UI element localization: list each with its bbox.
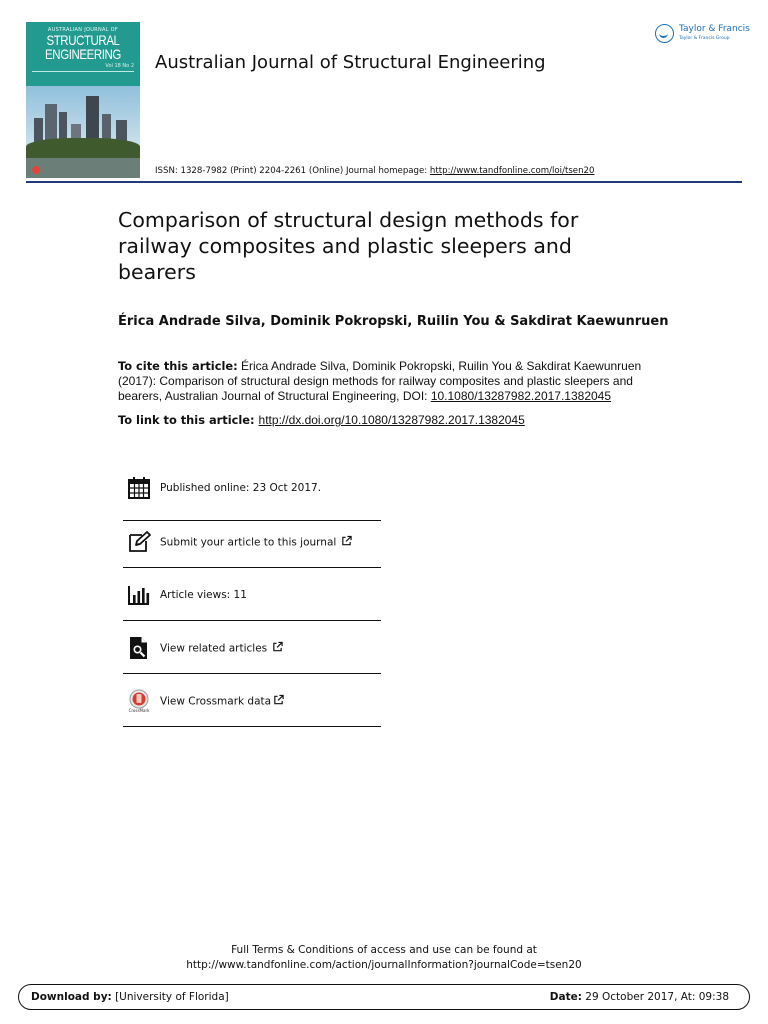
download-by: [31, 991, 229, 1003]
publisher-group: Taylor & Francis Group: [679, 36, 730, 41]
issn-line: [155, 166, 594, 176]
cover-line-1: AUSTRALIAN JOURNAL OF: [47, 27, 119, 33]
submit-article-link[interactable]: [160, 536, 352, 549]
issn-text: ISSN: 1328-7982 (Print) 2204-2261 (Online) Journal homepage:: [155, 166, 430, 176]
terms-url-link[interactable]: http://www.tandfonline.com/action/journalInformation?journalCode=tsen20: [186, 959, 582, 971]
header-divider: [26, 181, 742, 183]
crossmark-icon: [127, 689, 151, 713]
cover-river: [26, 158, 140, 178]
doi-link[interactable]: 10.1080/13287982.2017.1382045: [430, 389, 612, 403]
edit-icon: [127, 530, 151, 554]
external-link-icon: [272, 642, 283, 653]
cover-volume: Vol 18 No 2: [105, 63, 134, 69]
terms-line-1: Full Terms & Conditions of access and use can be found at: [231, 944, 537, 956]
crossmark-row[interactable]: [123, 681, 381, 721]
cover-skyline-photo: [26, 86, 140, 178]
published-date: Published online: 23 Oct 2017.: [160, 482, 322, 494]
date-value: 29 October 2017, At: 09:38: [581, 991, 729, 1003]
download-info-bar: [18, 984, 750, 1010]
download-institution: [University of Florida]: [111, 991, 229, 1003]
terms-notice: [0, 943, 768, 973]
article-views-count: Article views: 11: [160, 589, 247, 601]
article-views-row: [123, 575, 381, 615]
published-divider-row: [123, 475, 381, 515]
cover-line-2: STRUCTURAL: [46, 32, 120, 48]
citation-block: [118, 359, 648, 404]
document-search-icon: [127, 636, 151, 660]
download-date: [550, 991, 729, 1003]
cover-trees: [26, 138, 140, 160]
external-link-icon: [273, 695, 284, 706]
submit-article-row[interactable]: [123, 522, 381, 562]
journal-title: Australian Journal of Structural Engineering: [155, 52, 546, 73]
link-label: To link to this article:: [118, 413, 255, 427]
related-articles-link[interactable]: [160, 642, 283, 655]
cover-publisher-logo: [32, 166, 40, 174]
taylor-francis-logo[interactable]: [655, 22, 755, 48]
submit-article-label: Submit your article to this journal: [160, 536, 337, 549]
date-label: Date:: [549, 991, 582, 1003]
article-title: Comparison of structural design methods for railway composites and plastic sleepers and bearers: [118, 208, 579, 284]
cover-rule: [32, 71, 134, 72]
cite-label: To cite this article:: [118, 359, 238, 373]
article-link-line: [118, 413, 525, 427]
bar-chart-icon: [127, 583, 151, 607]
crossmark-link[interactable]: [160, 695, 284, 708]
cover-line-3: ENGINEERING: [45, 46, 121, 62]
svg-text:CrossMark: CrossMark: [128, 708, 150, 713]
related-articles-row[interactable]: [123, 628, 381, 668]
article-url-link[interactable]: http://dx.doi.org/10.1080/13287982.2017.1382045: [258, 413, 525, 427]
taylor-francis-icon: [655, 24, 674, 43]
crossmark-label: View Crossmark data: [160, 695, 272, 708]
cover-title: [36, 33, 129, 61]
download-label: Download by:: [31, 991, 112, 1003]
related-articles-label: View related articles: [160, 642, 268, 655]
journal-cover-image: [26, 22, 140, 178]
publisher-name: Taylor & Francis: [679, 24, 750, 34]
cite-text: Érica Andrade Silva, Dominik Pokropski, Ruilin You & Sakdirat Kaewunruen (2017): Comparison of structural design methods for railway composites and plastic sleepers and bearers, Australian Journal of Structural Engineering, DOI:: [118, 359, 642, 403]
article-authors: Érica Andrade Silva, Dominik Pokropski, Ruilin You & Sakdirat Kaewunruen: [118, 314, 669, 329]
external-link-icon: [341, 536, 352, 547]
journal-homepage-link[interactable]: http://www.tandfonline.com/loi/tsen20: [429, 166, 595, 176]
